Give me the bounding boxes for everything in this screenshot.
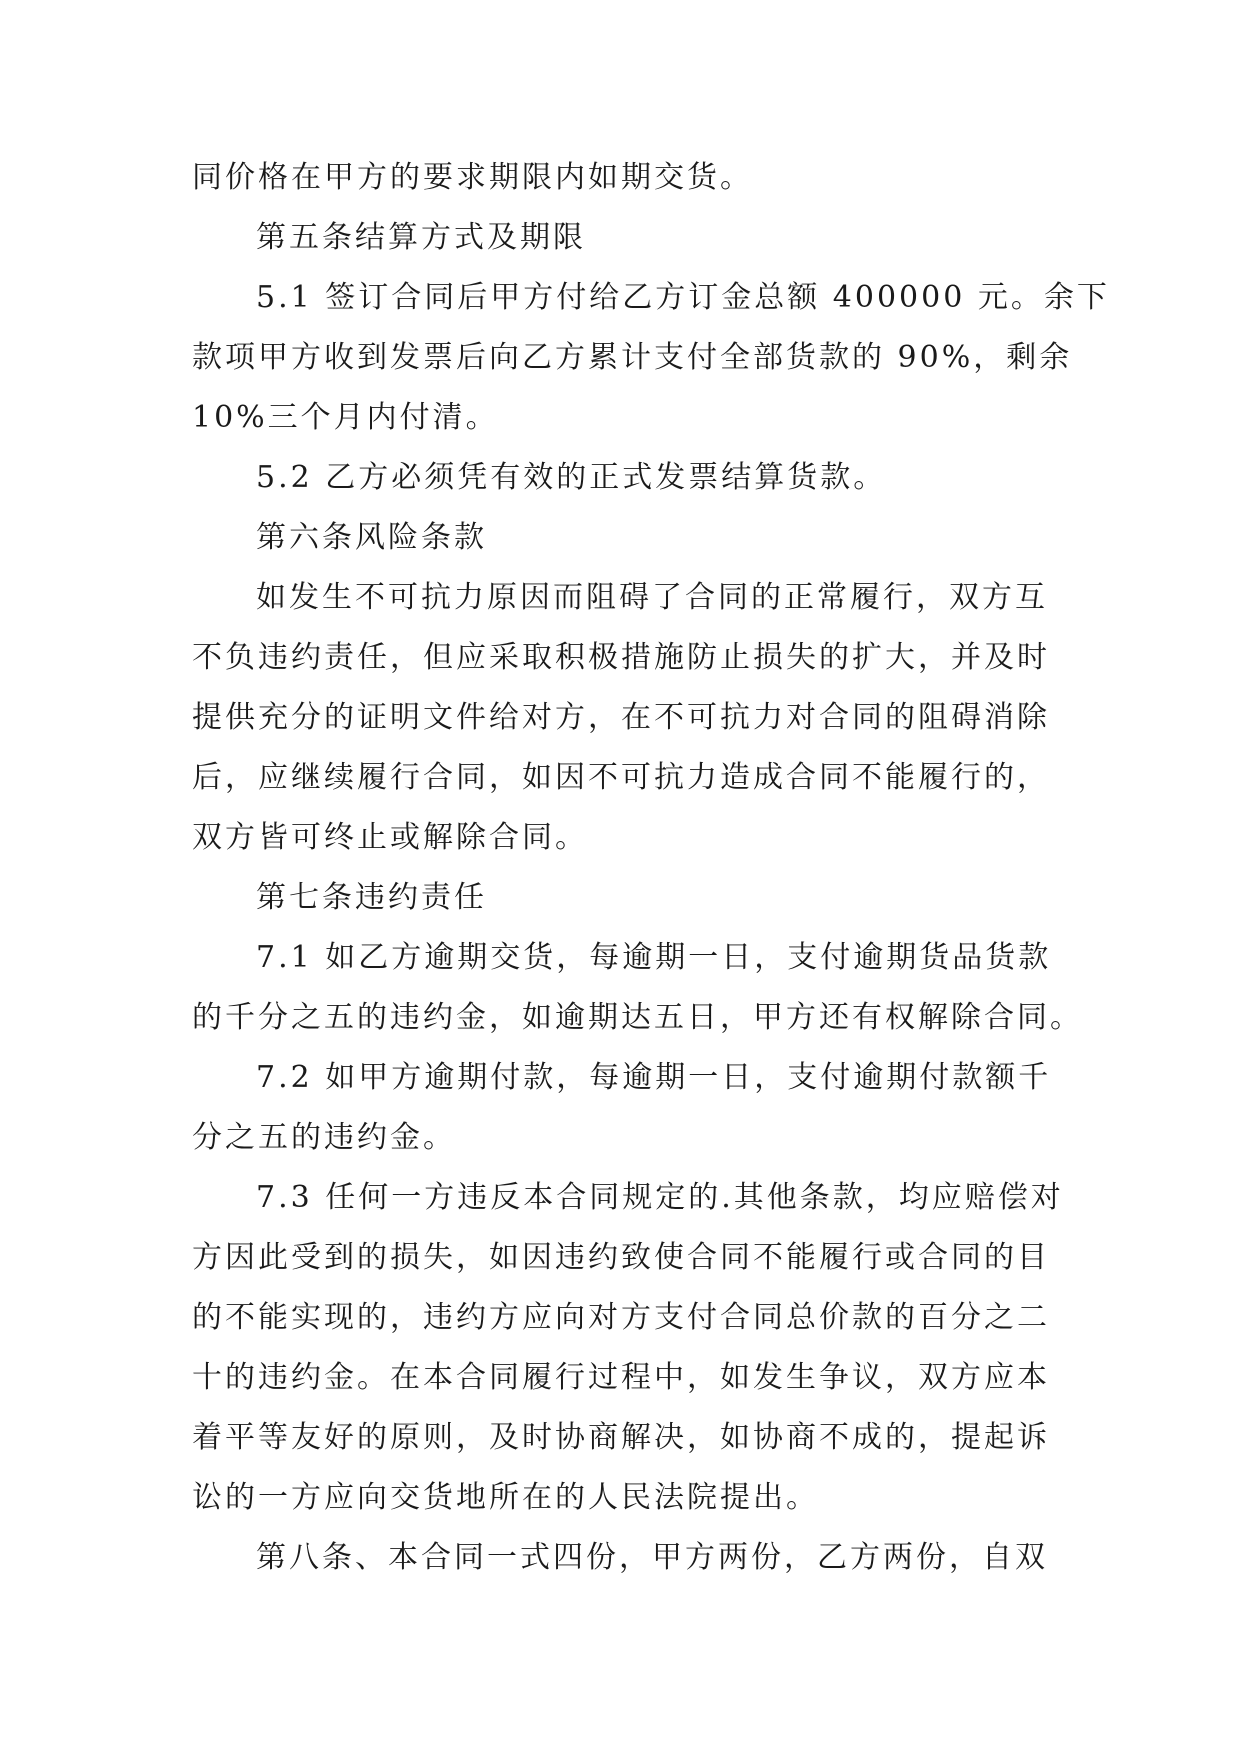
text-line: 款项甲方收到发票后向乙方累计支付全部货款的 90%，剩余 bbox=[192, 340, 1073, 375]
text-line: 如发生不可抗力原因而阻碍了合同的正常履行，双方互 bbox=[256, 580, 1048, 615]
document-body bbox=[192, 148, 1110, 1588]
text-line: 提供充分的证明文件给对方，在不可抗力对合同的阻碍消除 bbox=[192, 700, 1050, 735]
paragraph bbox=[192, 568, 1072, 868]
text-line: 着平等友好的原则，及时协商解决，如协商不成的，提起诉 bbox=[192, 1420, 1050, 1455]
text-line: 后，应继续履行合同，如因不可抗力造成合同不能履行的， bbox=[192, 760, 1050, 795]
text-line: 方因此受到的损失，如因违约致使合同不能履行或合同的目 bbox=[192, 1240, 1050, 1275]
text-line: 第六条风险条款 bbox=[256, 520, 487, 555]
text-line: 5.1 签订合同后甲方付给乙方订金总额 400000 元。余下 bbox=[256, 280, 1110, 315]
text-line: 分之五的违约金。 bbox=[192, 1120, 456, 1155]
paragraph bbox=[192, 208, 1072, 268]
paragraph bbox=[192, 448, 1072, 508]
text-line: 讼的一方应向交货地所在的人民法院提出。 bbox=[192, 1480, 819, 1515]
text-line: 第七条违约责任 bbox=[256, 880, 487, 915]
text-line: 第八条、本合同一式四份，甲方两份，乙方两份，自双 bbox=[256, 1540, 1048, 1575]
paragraph bbox=[192, 508, 1072, 568]
text-line: 的千分之五的违约金，如逾期达五日，甲方还有权解除合同。 bbox=[192, 1000, 1083, 1035]
text-line: 5.2 乙方必须凭有效的正式发票结算货款。 bbox=[256, 460, 887, 495]
paragraph bbox=[192, 1528, 1072, 1588]
text-line: 7.3 任何一方违反本合同规定的.其他条款，均应赔偿对 bbox=[256, 1180, 1064, 1215]
paragraph bbox=[192, 928, 1083, 1048]
text-line: 十的违约金。在本合同履行过程中，如发生争议，双方应本 bbox=[192, 1360, 1050, 1395]
text-line: 7.2 如甲方逾期付款，每逾期一日，支付逾期付款额千 bbox=[256, 1060, 1052, 1095]
text-line: 同价格在甲方的要求期限内如期交货。 bbox=[192, 160, 753, 195]
paragraph bbox=[192, 1048, 1072, 1168]
paragraph bbox=[192, 1168, 1072, 1528]
text-line: 第五条结算方式及期限 bbox=[256, 220, 586, 255]
text-line: 10%三个月内付清。 bbox=[192, 400, 499, 435]
paragraph bbox=[192, 268, 1110, 448]
paragraph bbox=[192, 868, 1072, 928]
text-line: 双方皆可终止或解除合同。 bbox=[192, 820, 588, 855]
text-line: 的不能实现的，违约方应向对方支付合同总价款的百分之二 bbox=[192, 1300, 1050, 1335]
text-line: 7.1 如乙方逾期交货，每逾期一日，支付逾期货品货款 bbox=[256, 940, 1052, 975]
paragraph bbox=[192, 148, 1072, 208]
text-line: 不负违约责任，但应采取积极措施防止损失的扩大，并及时 bbox=[192, 640, 1050, 675]
